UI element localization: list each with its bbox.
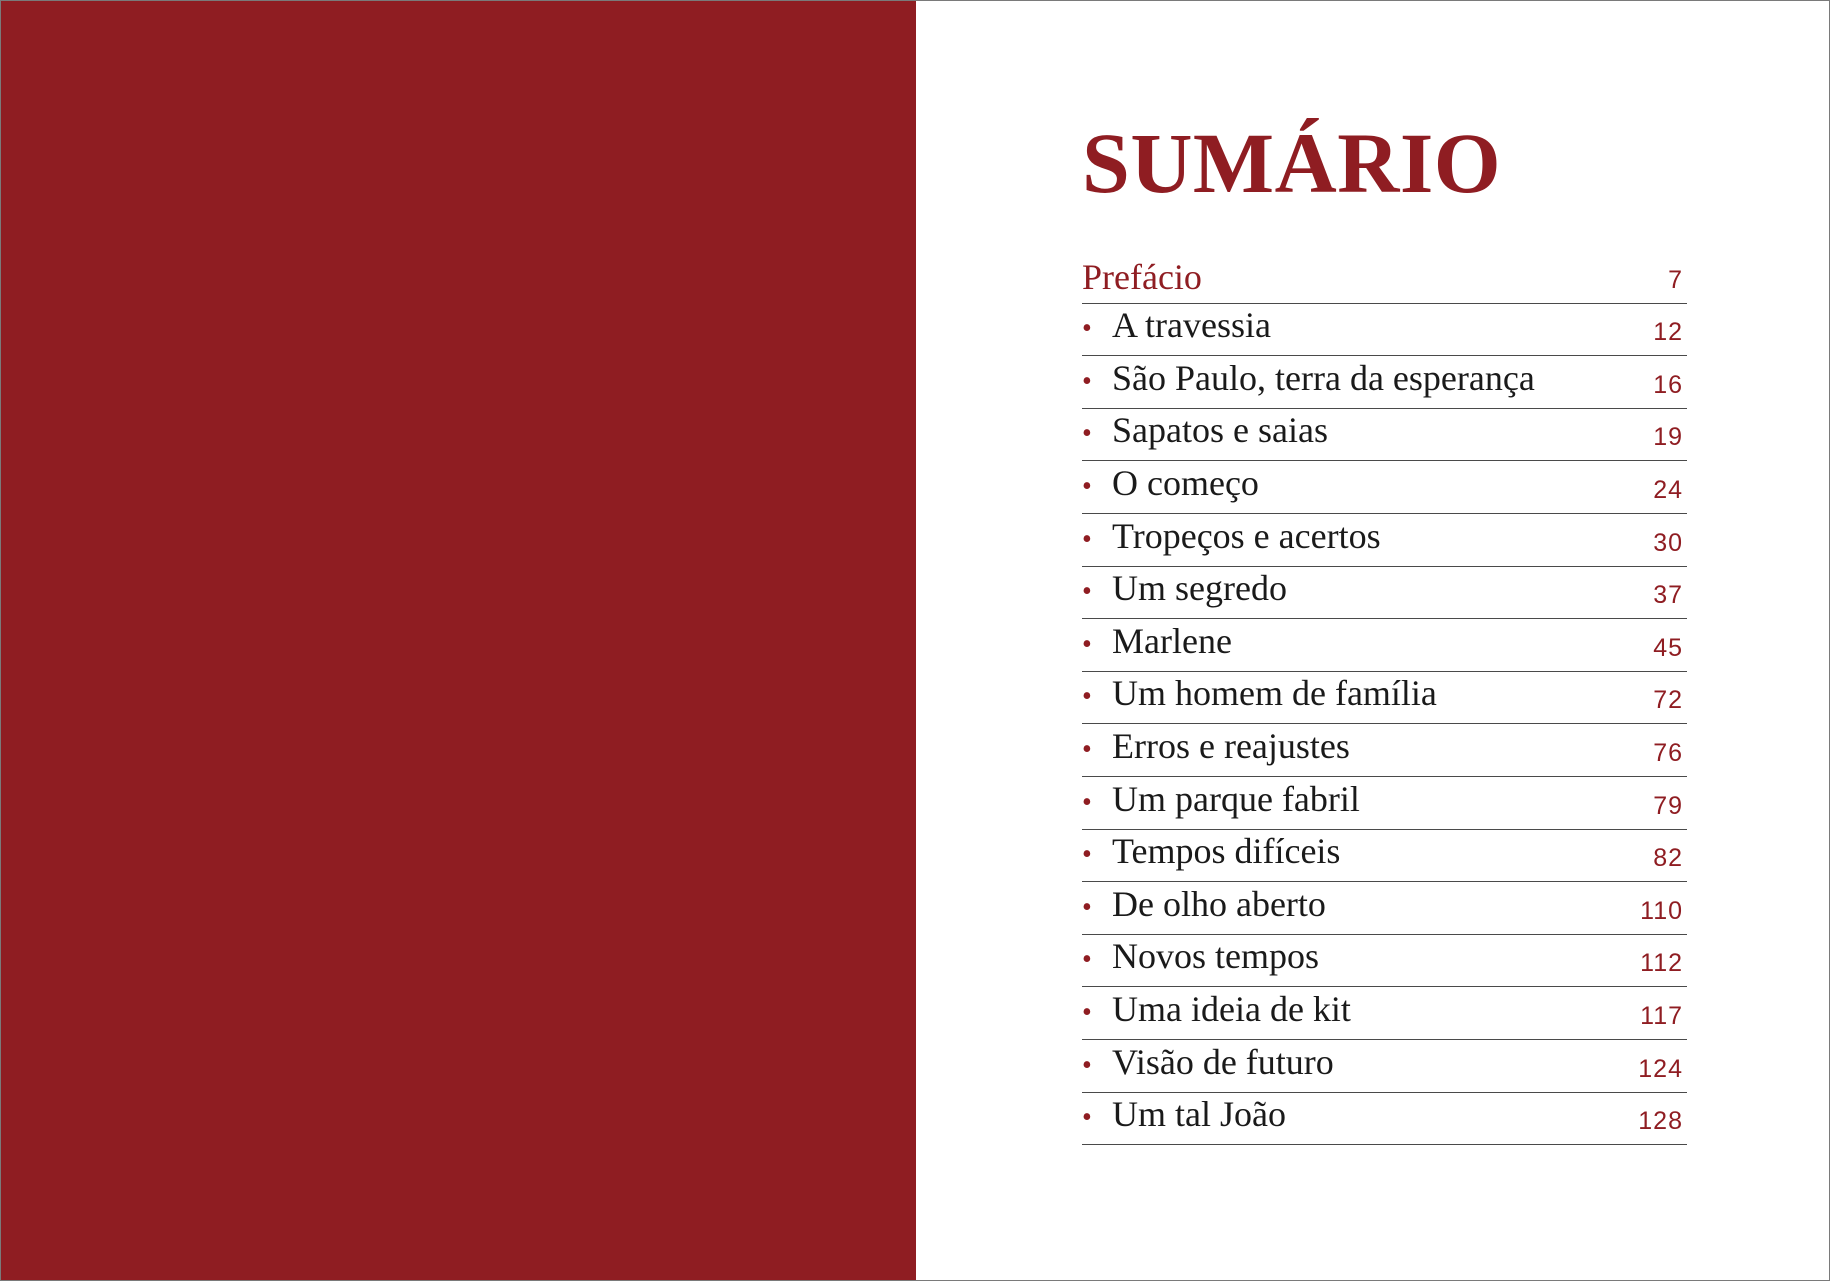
toc-label [1082,621,1232,665]
toc-row[interactable] [1082,304,1687,357]
toc-label [1082,989,1351,1033]
toc-entry-title: A travessia [1112,305,1271,346]
toc-page-number: 76 [1653,738,1683,767]
toc-page-number: 7 [1668,265,1683,294]
bullet-icon: • [1082,365,1092,397]
toc-row[interactable] [1082,1093,1687,1146]
toc-entry-title: Um segredo [1112,568,1287,609]
toc-label [1082,1042,1334,1086]
toc-row[interactable] [1082,830,1687,883]
toc-label [1082,463,1259,507]
toc-label [1082,779,1360,823]
toc-page-number: 37 [1653,581,1683,610]
toc-row[interactable] [1082,987,1687,1040]
toc-entry-title: Marlene [1112,620,1232,661]
toc-entry-title: Um homem de família [1112,673,1437,714]
toc-label [1082,726,1350,770]
table-of-contents [1082,251,1687,1145]
toc-page-number: 128 [1638,1107,1683,1136]
bullet-icon: • [1082,628,1092,660]
toc-label [1082,936,1319,980]
toc-label [1082,516,1381,560]
bullet-icon: • [1082,470,1092,502]
toc-label [1082,673,1437,717]
toc-entry-title: São Paulo, terra da esperança [1112,357,1535,398]
toc-row-preface[interactable] [1082,251,1687,304]
toc-page-number: 30 [1653,528,1683,557]
bullet-icon: • [1082,944,1092,976]
toc-page-number: 24 [1653,475,1683,504]
bullet-icon: • [1082,523,1092,555]
right-page [916,1,1830,1280]
toc-row[interactable] [1082,777,1687,830]
page-title: SUMÁRIO [1082,115,1502,211]
toc-entry-title: Uma ideia de kit [1112,988,1351,1029]
toc-row[interactable] [1082,514,1687,567]
toc-label [1082,410,1328,454]
toc-entry-title: De olho aberto [1112,883,1326,924]
bullet-icon: • [1082,418,1092,450]
toc-label [1082,358,1535,402]
toc-entry-title: Sapatos e saias [1112,410,1328,451]
bullet-icon: • [1082,786,1092,818]
toc-row[interactable] [1082,672,1687,725]
bullet-icon: • [1082,576,1092,608]
toc-entry-title: Erros e reajustes [1112,725,1350,766]
toc-entry-title: Novos tempos [1112,936,1319,977]
toc-page-number: 72 [1653,686,1683,715]
toc-label [1082,1094,1286,1138]
toc-entry-title: Tropeços e acertos [1112,515,1381,556]
toc-page-number: 112 [1640,949,1683,978]
bullet-icon: • [1082,681,1092,713]
toc-entry-title: Um parque fabril [1112,778,1360,819]
toc-row[interactable] [1082,935,1687,988]
toc-row[interactable] [1082,619,1687,672]
toc-entry-title: Um tal João [1112,1094,1286,1135]
left-page-color-panel [1,1,916,1280]
toc-page-number: 19 [1653,423,1683,452]
bullet-icon: • [1082,839,1092,871]
toc-label: Prefácio [1082,256,1202,297]
toc-label [1082,884,1326,928]
toc-row[interactable] [1082,567,1687,620]
bullet-icon: • [1082,313,1092,345]
toc-row[interactable] [1082,1040,1687,1093]
toc-page-number: 45 [1653,633,1683,662]
bullet-icon: • [1082,891,1092,923]
toc-page-number: 124 [1638,1054,1683,1083]
toc-page-number: 16 [1653,370,1683,399]
toc-page-number: 117 [1640,1001,1683,1030]
bullet-icon: • [1082,1049,1092,1081]
toc-page-number: 82 [1653,844,1683,873]
toc-entry-title: Visão de futuro [1112,1041,1334,1082]
toc-row[interactable] [1082,409,1687,462]
toc-label [1082,305,1271,349]
toc-page-number: 79 [1653,791,1683,820]
toc-entry-title: O começo [1112,462,1259,503]
bullet-icon: • [1082,1102,1092,1134]
bullet-icon: • [1082,996,1092,1028]
toc-label [1082,568,1287,612]
toc-row[interactable] [1082,356,1687,409]
toc-row[interactable] [1082,882,1687,935]
toc-page-number: 12 [1653,318,1683,347]
toc-label [1082,831,1340,875]
toc-row[interactable] [1082,461,1687,514]
toc-entry-title: Tempos difíceis [1112,831,1341,872]
bullet-icon: • [1082,733,1092,765]
toc-row[interactable] [1082,724,1687,777]
toc-page-number: 110 [1640,896,1683,925]
